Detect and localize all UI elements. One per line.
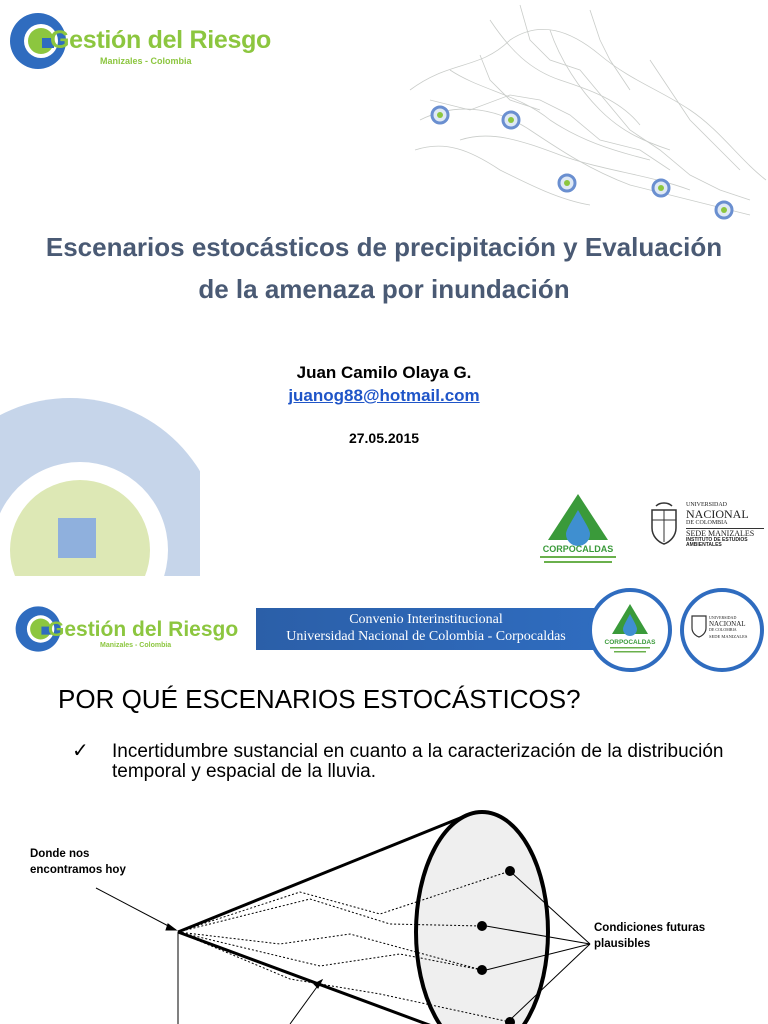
universidad-nacional-logo — [646, 500, 764, 560]
gestion-riesgo-logo — [8, 10, 272, 72]
corpocaldas-label: CORPOCALDAS — [542, 544, 614, 554]
future-label-line-2: plausibles — [594, 938, 651, 950]
un-badge-line-1: UNIVERSIDAD — [709, 615, 737, 620]
slide-title — [0, 226, 768, 310]
future-conditions-label — [594, 920, 705, 952]
cone-bottom-edge — [178, 932, 440, 1024]
logo-title: Gestión del Riesgo — [50, 26, 272, 54]
today-label-line-2: encontramos hoy — [30, 864, 126, 876]
un-line-4: SEDE MANIZALES — [686, 528, 764, 538]
un-line-2: NACIONAL — [686, 507, 749, 521]
corpocaldas-label: CORPOCALDAS — [604, 639, 656, 646]
author-name: Juan Camilo Olaya G. — [296, 363, 472, 382]
un-badge-line-3: DE COLOMBIA — [709, 627, 737, 632]
title-line-1: Escenarios estocásticos de precipitación y Evaluación — [45, 232, 723, 262]
logo-title: Gestión del Riesgo — [48, 618, 239, 641]
future-ellipse — [416, 812, 548, 1024]
coat-of-arms-icon — [646, 502, 682, 546]
convenio-banner — [256, 608, 596, 650]
water-drop-icon — [522, 490, 634, 570]
presentation-date: 27.05.2015 — [348, 430, 420, 446]
city-map-image — [390, 0, 768, 230]
content-slide — [0, 584, 768, 1024]
corpocaldas-badge — [588, 588, 672, 672]
coat-of-arms-icon — [684, 592, 760, 668]
water-drop-icon — [592, 592, 668, 668]
gestion-riesgo-logo-small — [14, 604, 254, 656]
uncertainty-cone-diagram — [0, 804, 768, 1024]
title-line-2: de la amenaza por inundación — [198, 274, 570, 304]
future-label-line-1: Condiciones futuras — [594, 922, 706, 934]
un-badge-line-2: NACIONAL — [709, 620, 746, 628]
today-label-line-1: Donde nos — [30, 848, 90, 860]
bullet-text: Incertidumbre sustancial en cuanto a la caracterización de la distribución temporal y espacial de la lluvia. — [112, 741, 724, 782]
slide-heading: POR QUÉ ESCENARIOS ESTOCÁSTICOS? — [58, 684, 581, 714]
banner-line-2: Universidad Nacional de Colombia - Corpocaldas — [286, 629, 566, 644]
un-line-1: UNIVERSIDAD — [686, 502, 727, 508]
un-badge-line-4: SEDE MANIZALES — [709, 634, 748, 639]
checkmark-icon: ✓ — [72, 740, 89, 762]
logo-subtitle: Manizales - Colombia — [100, 642, 172, 649]
logo-subtitle: Manizales - Colombia — [100, 56, 192, 66]
author-email-link[interactable]: juanog88@hotmail.com — [288, 386, 480, 405]
universidad-nacional-badge — [680, 588, 764, 672]
corpocaldas-logo — [522, 490, 634, 570]
today-label — [30, 846, 126, 878]
banner-line-1: Convenio Interinstitucional — [349, 612, 503, 627]
slide-header — [0, 584, 768, 674]
un-line-3: DE COLOMBIA — [686, 520, 728, 526]
large-g-watermark-icon — [0, 390, 200, 576]
un-line-5: INSTITUTO DE ESTUDIOS AMBIENTALES — [686, 537, 748, 548]
